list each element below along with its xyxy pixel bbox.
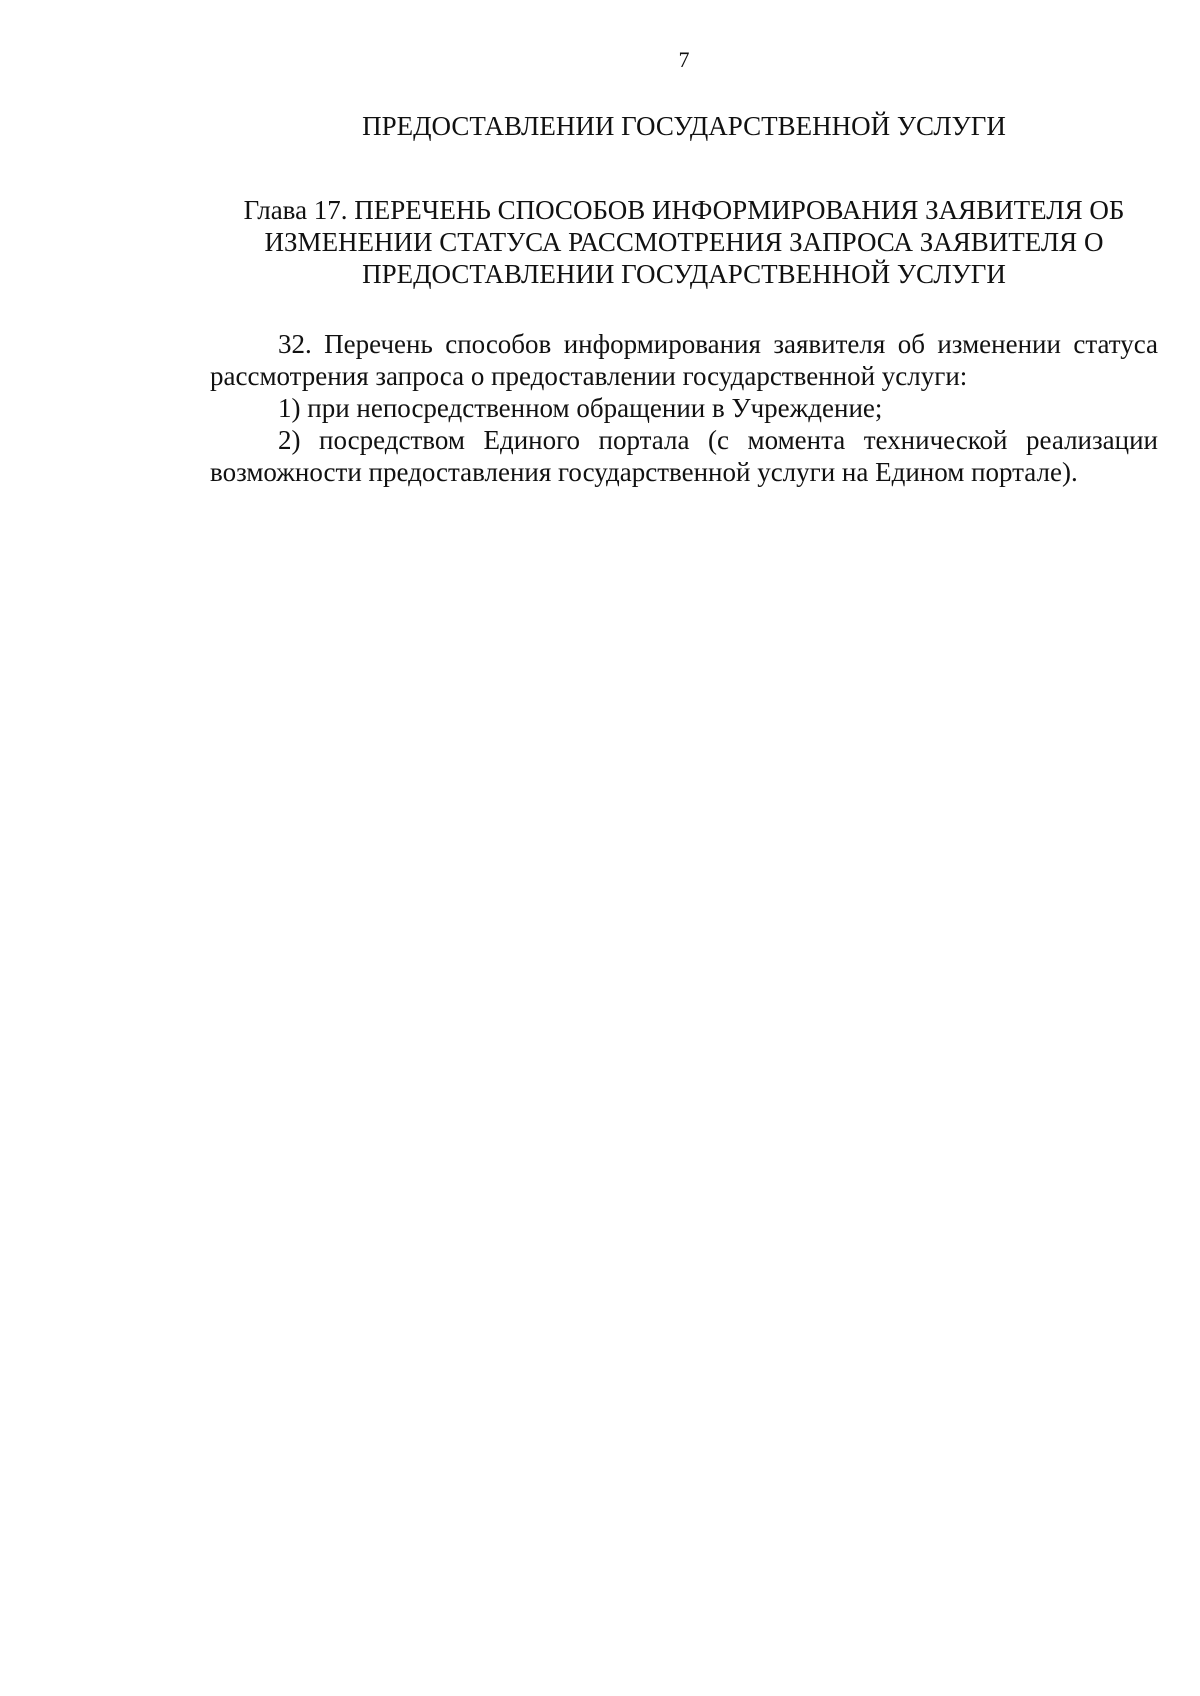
continued-heading: ПРЕДОСТАВЛЕНИИ ГОСУДАРСТВЕННОЙ УСЛУГИ (362, 111, 1006, 141)
chapter-heading-line-1: Глава 17. ПЕРЕЧЕНЬ СПОСОБОВ ИНФОРМИРОВАНИЯ ЗАЯВИТЕЛЯ ОБ (243, 195, 1125, 225)
page-content (210, 110, 1158, 488)
paragraph-32: 32. Перечень способов информирования заявителя об изменении статуса рассмотрения запроса о предоставлении государственной услуги: (210, 329, 1158, 391)
chapter-heading-line-2: ИЗМЕНЕНИИ СТАТУСА РАССМОТРЕНИЯ ЗАПРОСА ЗАЯВИТЕЛЯ О (264, 227, 1104, 257)
list-item-2: 2) посредством Единого портала (с момента технической реализации возможности предоставления государственной услуги на Едином портале). (210, 425, 1158, 487)
chapter-heading-line-3: ПРЕДОСТАВЛЕНИИ ГОСУДАРСТВЕННОЙ УСЛУГИ (362, 259, 1006, 289)
page-number: 7 (678, 47, 690, 72)
section-32 (210, 328, 1158, 488)
chapter-17-heading (210, 194, 1158, 290)
list-item-1: 1) при непосредственном обращении в Учреждение; (278, 393, 883, 423)
